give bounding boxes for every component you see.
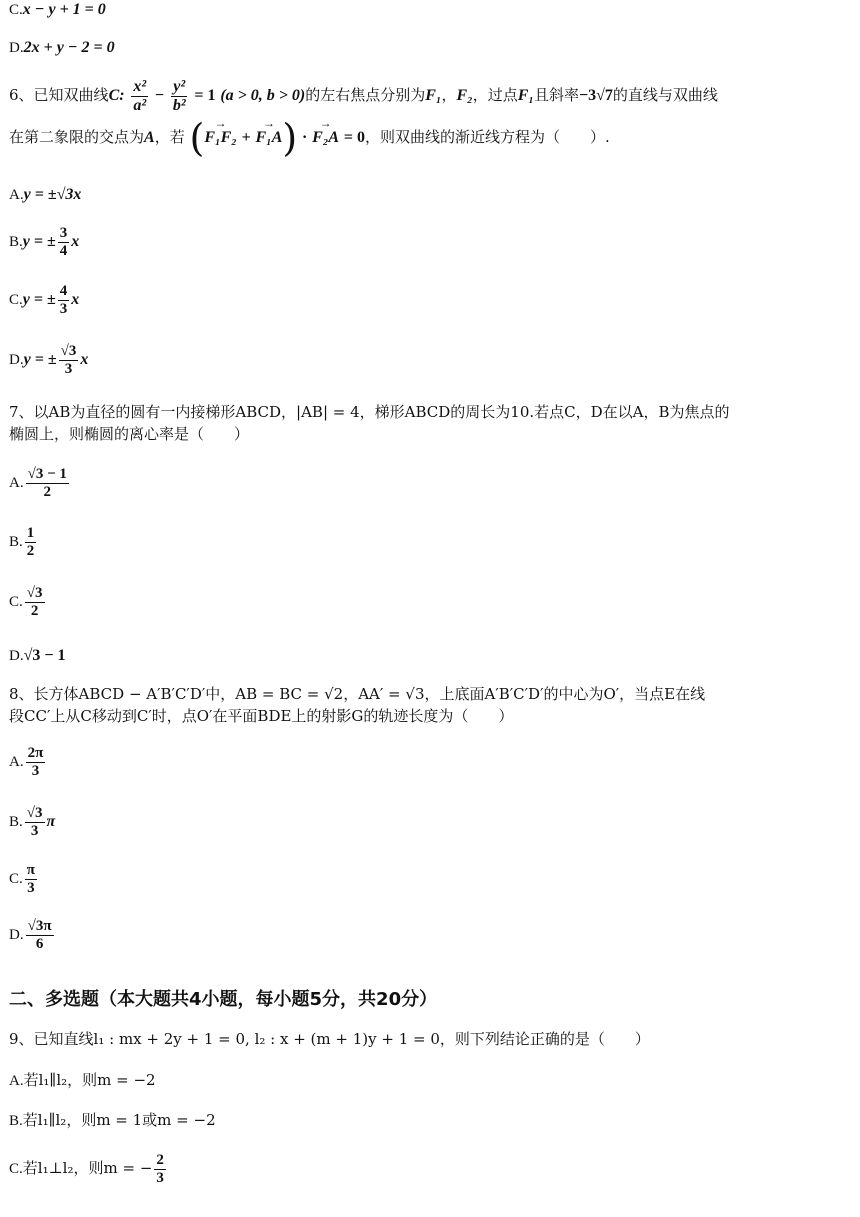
q9-option-c: [9, 1152, 846, 1186]
numerator: 2π: [27, 745, 44, 761]
fraction: [26, 745, 46, 779]
q7-stem-line1: 7、以AB为直径的圆有一内接梯形ABCD，|AB| = 4，梯形ABCD的周长为10.若点C，D在以A，B为焦点的: [9, 403, 730, 421]
option-label: C.: [9, 594, 23, 610]
curve-name: C:: [108, 87, 125, 105]
fraction: [59, 343, 79, 377]
q9-option-b: [9, 1111, 846, 1130]
denominator: 2: [30, 602, 39, 619]
denominator: 3: [59, 300, 68, 317]
option-label: D.: [9, 648, 24, 664]
numerator: √3 − 1: [27, 466, 67, 482]
stem-text: 在第二象限的交点为: [9, 128, 145, 146]
q9-stem: 9、已知直线l₁ : mx + 2y + 1 = 0, l₂ : x + (m + 1)y + 1 = 0，则下列结论正确的是（ ）: [9, 1030, 650, 1048]
fraction: [26, 918, 54, 952]
denominator: b²: [172, 96, 186, 114]
option-variable: x: [80, 351, 89, 368]
focus-f1: F₁: [517, 87, 534, 105]
plus-sign: +: [241, 129, 251, 146]
stem-text: ，过点: [472, 86, 518, 105]
option-label: B.: [9, 1113, 23, 1129]
denominator: a²: [133, 96, 147, 114]
option-label: C.: [9, 2, 23, 18]
option-expression: y = ±: [22, 291, 56, 308]
denominator: 3: [27, 879, 35, 896]
section-heading: 二、多选题（本大题共4小题，每小题5分，共20分）: [9, 989, 438, 1010]
option-expression: y = ±: [22, 233, 56, 250]
vector-f2a: → F₂A: [312, 128, 339, 147]
q6-option-c: [9, 283, 846, 317]
option-label: C.: [9, 292, 23, 308]
fraction: [25, 585, 45, 619]
fraction: [25, 805, 45, 839]
focus-f1: F₁: [425, 87, 442, 105]
fraction: [26, 466, 69, 500]
vector-f1f2: → F₁F₂: [204, 128, 237, 147]
q7-option-b: [9, 525, 846, 559]
option-label: C.: [9, 871, 23, 887]
denominator: 2: [43, 483, 51, 500]
numerator: √3: [26, 585, 43, 601]
q6-option-a: [9, 185, 846, 204]
stem-text: 的左右焦点分别为: [305, 86, 426, 105]
separator: ，: [441, 86, 457, 105]
q8-option-c: [9, 862, 846, 896]
option-expression: y = ±: [23, 351, 57, 368]
denominator: 3: [156, 1169, 164, 1186]
slope-value: −3√7: [579, 87, 613, 105]
focus-f2: F₂: [456, 87, 473, 105]
option-text: 若l₁⊥l₂，则m = −: [22, 1159, 153, 1177]
option-label: D.: [9, 352, 24, 368]
numerator: √3: [60, 343, 77, 359]
q6-option-b: [9, 225, 846, 259]
fraction: [25, 525, 37, 559]
fraction: [58, 225, 70, 259]
q5-option-d: [9, 38, 846, 57]
stem-text: ，则双曲线的渐近线方程为（ ）.: [364, 128, 610, 146]
option-text: 若l₁∥l₂，则m = 1或m = −2: [22, 1111, 216, 1129]
q5-option-c: [9, 0, 846, 19]
q8-stem-line2: 段CC′上从C移动到C′时，点O′在平面BDE上的射影G的轨迹长度为（ ）: [9, 707, 514, 725]
dot-operator: ·: [302, 129, 308, 146]
q7-stem-line2: 椭圆上，则椭圆的离心率是（ ）: [9, 425, 250, 443]
right-paren: ): [282, 116, 298, 160]
denominator: 4: [59, 242, 68, 259]
q6-option-d: [9, 343, 846, 377]
q8-option-d: [9, 918, 846, 952]
q6-stem-line2: [9, 116, 846, 160]
fraction-y2-over-b2: [171, 78, 188, 114]
option-text: 若l₁∥l₂，则m = −2: [23, 1071, 156, 1089]
stem-text: 且斜率: [534, 86, 580, 105]
option-label: B.: [9, 814, 23, 830]
option-label: A.: [9, 1073, 24, 1089]
vector-f1a: → F₁A: [256, 128, 283, 147]
option-variable: x: [71, 233, 80, 250]
stem-text: 的直线与双曲线: [612, 86, 718, 105]
minus-sign: −: [154, 87, 165, 105]
denominator: 6: [35, 935, 44, 952]
option-label: B.: [9, 534, 23, 550]
fraction: [154, 1152, 166, 1186]
option-label: A.: [9, 754, 24, 770]
q9-option-a: [9, 1071, 846, 1090]
q7-option-d: [9, 646, 846, 665]
question-number: 6、: [9, 86, 34, 105]
fraction-x2-over-a2: [131, 78, 148, 114]
point-a: A: [144, 129, 155, 146]
equals-zero: = 0: [343, 129, 365, 146]
q8-option-a: [9, 745, 846, 779]
option-expression: x − y + 1 = 0: [22, 1, 106, 18]
fraction: [58, 283, 70, 317]
q8-stem-line1: 8、长方体ABCD − A′B′C′D′中，AB = BC = √2，AA′ = √3，上底面A′B′C′D′的中心为O′，当点E在线: [9, 685, 706, 703]
numerator: √3: [26, 805, 43, 821]
numerator: π: [26, 862, 35, 878]
option-expression: √3 − 1: [23, 647, 66, 664]
option-label: B.: [9, 234, 23, 250]
numerator: x²: [133, 78, 147, 95]
numerator: y²: [173, 78, 186, 95]
left-paren: (: [189, 116, 205, 160]
option-label: A.: [9, 187, 24, 203]
numerator: 2: [156, 1152, 164, 1168]
numerator: 4: [59, 283, 68, 299]
denominator: 2: [26, 542, 35, 559]
denominator: 3: [64, 360, 73, 377]
option-expression: 2x + y − 2 = 0: [23, 39, 115, 56]
option-suffix: π: [46, 813, 56, 830]
q7-option-c: [9, 585, 846, 619]
denominator: 3: [30, 822, 39, 839]
option-label: C.: [9, 1161, 23, 1177]
equals-one: = 1: [194, 87, 216, 105]
denominator: 3: [31, 762, 40, 779]
option-label: D.: [9, 927, 24, 943]
q7-option-a: [9, 466, 846, 500]
q8-option-b: [9, 805, 846, 839]
numerator: 1: [26, 525, 35, 541]
option-expression: y = ±√3x: [23, 186, 82, 203]
option-label: A.: [9, 475, 24, 491]
numerator: √3π: [27, 918, 52, 934]
option-label: D.: [9, 40, 24, 56]
condition: (a > 0, b > 0): [220, 87, 306, 105]
numerator: 3: [59, 225, 68, 241]
fraction: [25, 862, 37, 896]
q6-stem-line1: [9, 78, 846, 114]
stem-text: ，若: [154, 128, 185, 146]
option-variable: x: [71, 291, 80, 308]
stem-text: 已知双曲线: [33, 86, 109, 105]
